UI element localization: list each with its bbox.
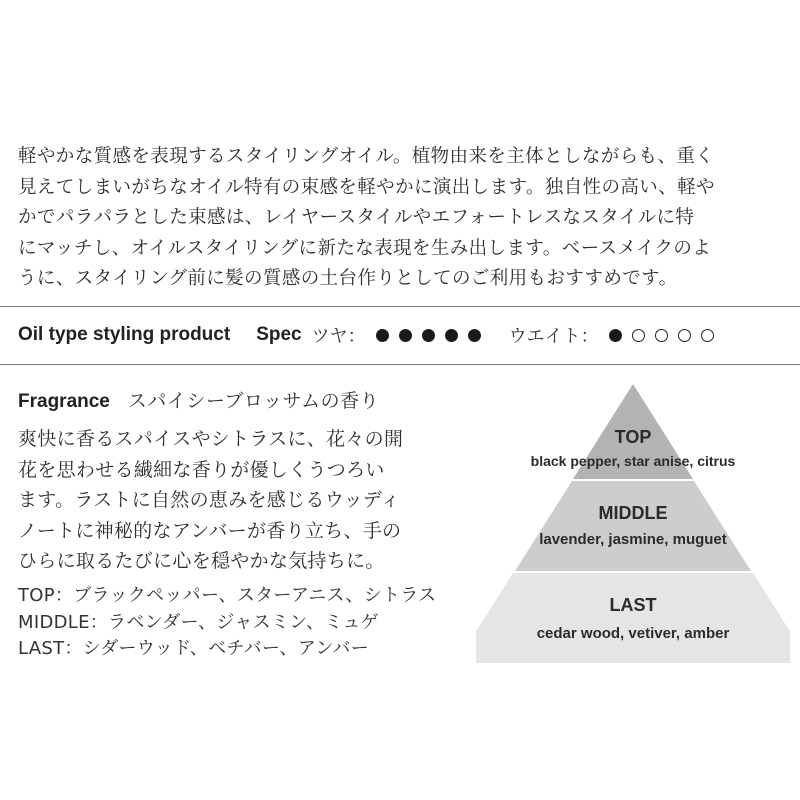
description-line: 見えてしまいがちなオイル特有の束感を軽やかに演出します。独自性の高い、軽や [18, 176, 715, 198]
fragrance-description-line: ノートに神秘的なアンバーが香り立ち、手の [18, 519, 402, 542]
fragrance-description-line: 花を思わせる繊細な香りが優しくうつろい [18, 458, 385, 481]
fragrance-description-line: ます。ラストに自然の恵みを感じるウッディ [18, 489, 401, 511]
fragrance-notes-list [18, 583, 478, 663]
tsuya-rating-dot [399, 329, 412, 342]
weight-rating [609, 329, 714, 342]
middle-tier-label: MIDDLE [598, 503, 668, 523]
weight-rating-dot [678, 329, 691, 342]
description-line: うに、スタイリング前に髪の質感の土台作りとしてのご利用もおすすめです。 [18, 268, 678, 289]
divider [0, 306, 800, 307]
fragrance-description-line: 爽快に香るスパイスやシトラスに、花々の開 [18, 428, 404, 450]
top-tier-label: TOP [614, 427, 652, 447]
spec-label: Spec [256, 324, 302, 345]
fragrance-pyramid [476, 384, 790, 664]
pyramid-tier-last [476, 573, 790, 663]
fragrance-name: スパイシーブロッサムの香り [127, 390, 380, 412]
fragrance-header [18, 386, 379, 413]
description-line: かでパラパラとした束感は、レイヤースタイルやエフォートレスなスタイルに特 [18, 207, 695, 228]
divider [0, 364, 800, 365]
middle-tier-notes: lavender, jasmine, muguet [539, 531, 727, 548]
spec-row [18, 320, 788, 350]
tsuya-rating [376, 329, 481, 342]
weight-rating-dot [609, 329, 622, 342]
last-tier-label: LAST [609, 595, 657, 615]
last-tier-notes: cedar wood, vetiver, amber [536, 625, 730, 642]
fragrance-title: Fragrance [18, 391, 110, 412]
tsuya-rating-dot [376, 329, 389, 342]
product-type: Oil type styling product [18, 324, 231, 345]
weight-rating-dot [701, 329, 714, 342]
weight-rating-dot [655, 329, 668, 342]
fragrance-description [18, 424, 468, 577]
top-tier-notes: black pepper, star anise, citrus [530, 453, 736, 469]
tsuya-label: ツヤ： [311, 326, 366, 347]
description-line: にマッチし、オイルスタイリングに新たな表現を生み出します。ベースメイクのよ [18, 237, 712, 259]
description-line: 軽やかな質感を表現するスタイリングオイル。植物由来を主体としながらも、重く [18, 146, 715, 167]
pyramid-tier-middle [515, 481, 751, 571]
tsuya-rating-dot [422, 329, 435, 342]
last-notes-line: LAST：シダーウッド、ベチバー、アンバー [18, 638, 369, 659]
tsuya-rating-dot [468, 329, 481, 342]
weight-label: ウエイト： [508, 326, 599, 347]
fragrance-description-line: ひらに取るたびに心を穏やかな気持ちに。 [18, 550, 385, 572]
product-description [18, 142, 788, 295]
weight-rating-dot [632, 329, 645, 342]
top-notes-line: TOP：ブラックペッパー、スターアニス、シトラス [18, 585, 437, 606]
tsuya-rating-dot [445, 329, 458, 342]
middle-notes-line: MIDDLE：ラベンダー、ジャスミン、ミュゲ [18, 611, 379, 633]
